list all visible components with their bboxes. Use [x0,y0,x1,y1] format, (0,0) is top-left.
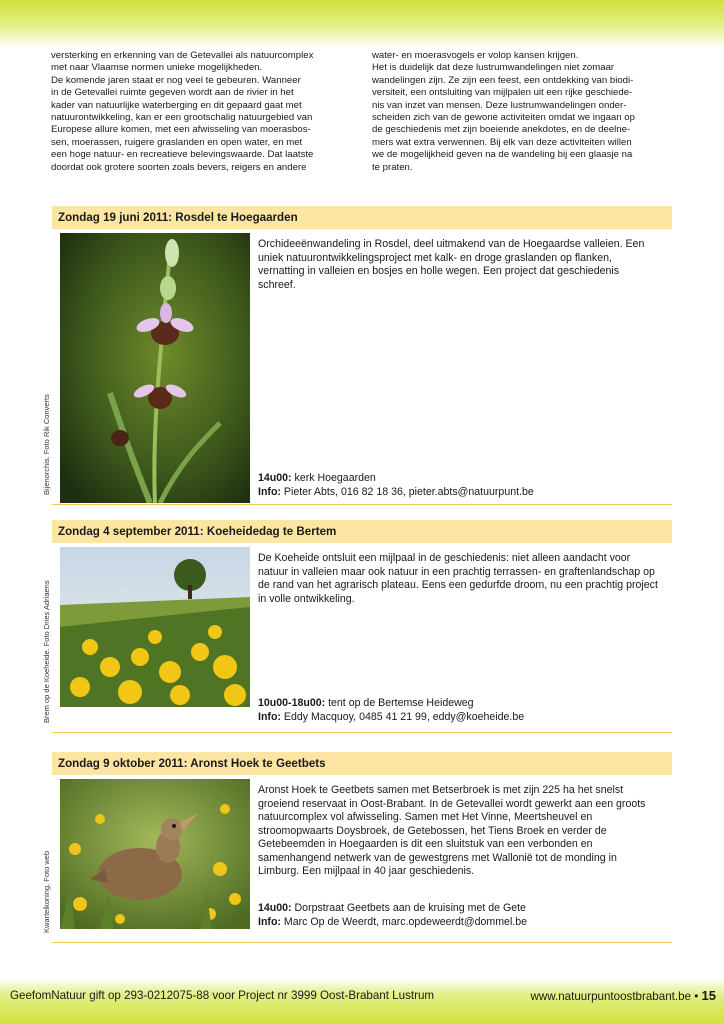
top-green-band [0,0,724,48]
photo-credit: Brem op de Koeheide. Foto Dries Adriaens [42,580,51,723]
event-description: De Koeheide ontsluit een mijlpaal in de geschiedenis: niet alleen aandacht voor natuur in valleien maar ook natuur in een prachtig terrassen- en graftenlandschap op de rand van het agrarisch plateau. Eens een gedurfde droom, nu een prachtig project in volle ontwikkeling. [258,552,658,605]
info-label: Info: [258,915,281,928]
donation-note: GeefomNatuur gift op 293-0212075-88 voor Project nr 3999 Oost-Brabant Lustrum [10,989,435,1002]
event-info [258,472,658,499]
footer [10,989,716,1003]
event-title: Zondag 4 september 2011: Koeheidedag te Bertem [52,520,672,543]
page-number: 15 [701,988,716,1003]
corncrake-photo [60,779,250,929]
info-label: Info: [258,710,281,723]
bullet-separator: • [694,990,699,1003]
photo-credit: Kwartelkoning. Foto web [42,850,51,933]
website-link[interactable]: www.natuurpuntoostbrabant.be [530,990,691,1003]
info-value: Eddy Macquoy, 0485 41 21 99, eddy@koeheide.be [280,710,525,723]
event-title: Zondag 9 oktober 2011: Aronst Hoek te Geetbets [52,752,672,775]
event-section-koeheide [42,520,672,732]
event-title: Zondag 19 juni 2011: Rosdel te Hoegaarden [52,206,672,229]
intro-column-right: water- en moerasvogels er volop kansen krijgen. Het is duidelijk dat deze lustrumwandelingen niet zomaar wandelingen zijn. Ze zijn een feest, een ontdekking van biodi- versiteit, een ontsluiting van mijlpalen uit een rijke geschiede- nis van inzet van mensen. Deze lustrumwandelingen onder- scheiden zich van de gewone activiteiten omdat we ingaan op de geschiedenis met zijn boeiende anekdotes, en de deelne- mers wat extra verwennen. Bij elk van deze activiteiten willen we de mogelijkheid geven na de wandeling bij een glaasje na te praten. [372,50,635,173]
event-description: Aronst Hoek te Geetbets samen met Betserbroek is met zijn 225 ha het snelst groeiend reservaat in Oost-Brabant. In de Getevallei wordt gewerkt aan een groots natuurcomplex vol afwisseling. Samen met Het Vinne, Meertsheuvel en stroomopwaarts Doysbroek, de Getebossen, het Tiens Broek en verder de Getebeemden in Hoegaarden is dit een sluitstuk van een verbonden en samenhangend netwerk van de gewestgrens met Wallonië tot de monding in Limburg. Een mijlpaal in 40 jaar geschiedenis. [258,784,646,877]
time-value: Dorpstraat Geetbets aan de kruising met de Gete [291,902,526,914]
event-info [258,902,658,929]
orchid-photo [60,233,250,503]
info-value: Marc Op de Weerdt, marc.opdeweerdt@dommel.be [280,915,528,928]
time-value: kerk Hoegaarden [291,472,376,484]
footer-right [531,989,717,1004]
event-section-rosdel [42,206,672,504]
info-label: Info: [258,485,281,498]
time-label: 10u00-18u00: [258,697,326,709]
event-info [258,697,658,724]
event-body [42,543,672,733]
event-body [42,775,672,943]
intro-column-left: versterking en erkenning van de Getevallei als natuurcomplex met naar Vlaamse normen unieke mogelijkheden. De komende jaren staat er nog veel te gebeuren. Wanneer in de Getevallei ruimte gegeven wordt aan de rivier in het kader van natuurlijke waterberging en dit gepaard gaat met natuurontwikkeling, kan er een grootschalig natuurgebied van Europese allure komen, met een afwisseling van moerasbos- sen, moerassen, ruigere graslanden en open water, en met een hoge natuur- en recreatieve belevingswaarde. Dat laatste doordat ook grotere soorten zoals bevers, reigers en andere [51,50,314,173]
time-value: tent op de Bertemse Heideweg [325,697,474,709]
landscape-photo [60,547,250,707]
time-label: 14u00: [258,472,292,484]
event-section-aronst-hoek [42,752,672,942]
photo-credit: Bijenorchis. Foto Rik Converts [42,394,51,495]
time-label: 14u00: [258,902,292,914]
event-body [42,229,672,505]
event-description: Orchideeënwandeling in Rosdel, deel uitmakend van de Hoegaardse valleien. Een uniek natuurontwikkelingsproject met kalk- en droge graslanden op flanken, vernatting in valleien en bosjes en holle wegen. Een project dat geschiedenis schreef. [258,238,645,291]
info-value: Pieter Abts, 016 82 18 36, pieter.abts@natuurpunt.be [280,485,534,498]
